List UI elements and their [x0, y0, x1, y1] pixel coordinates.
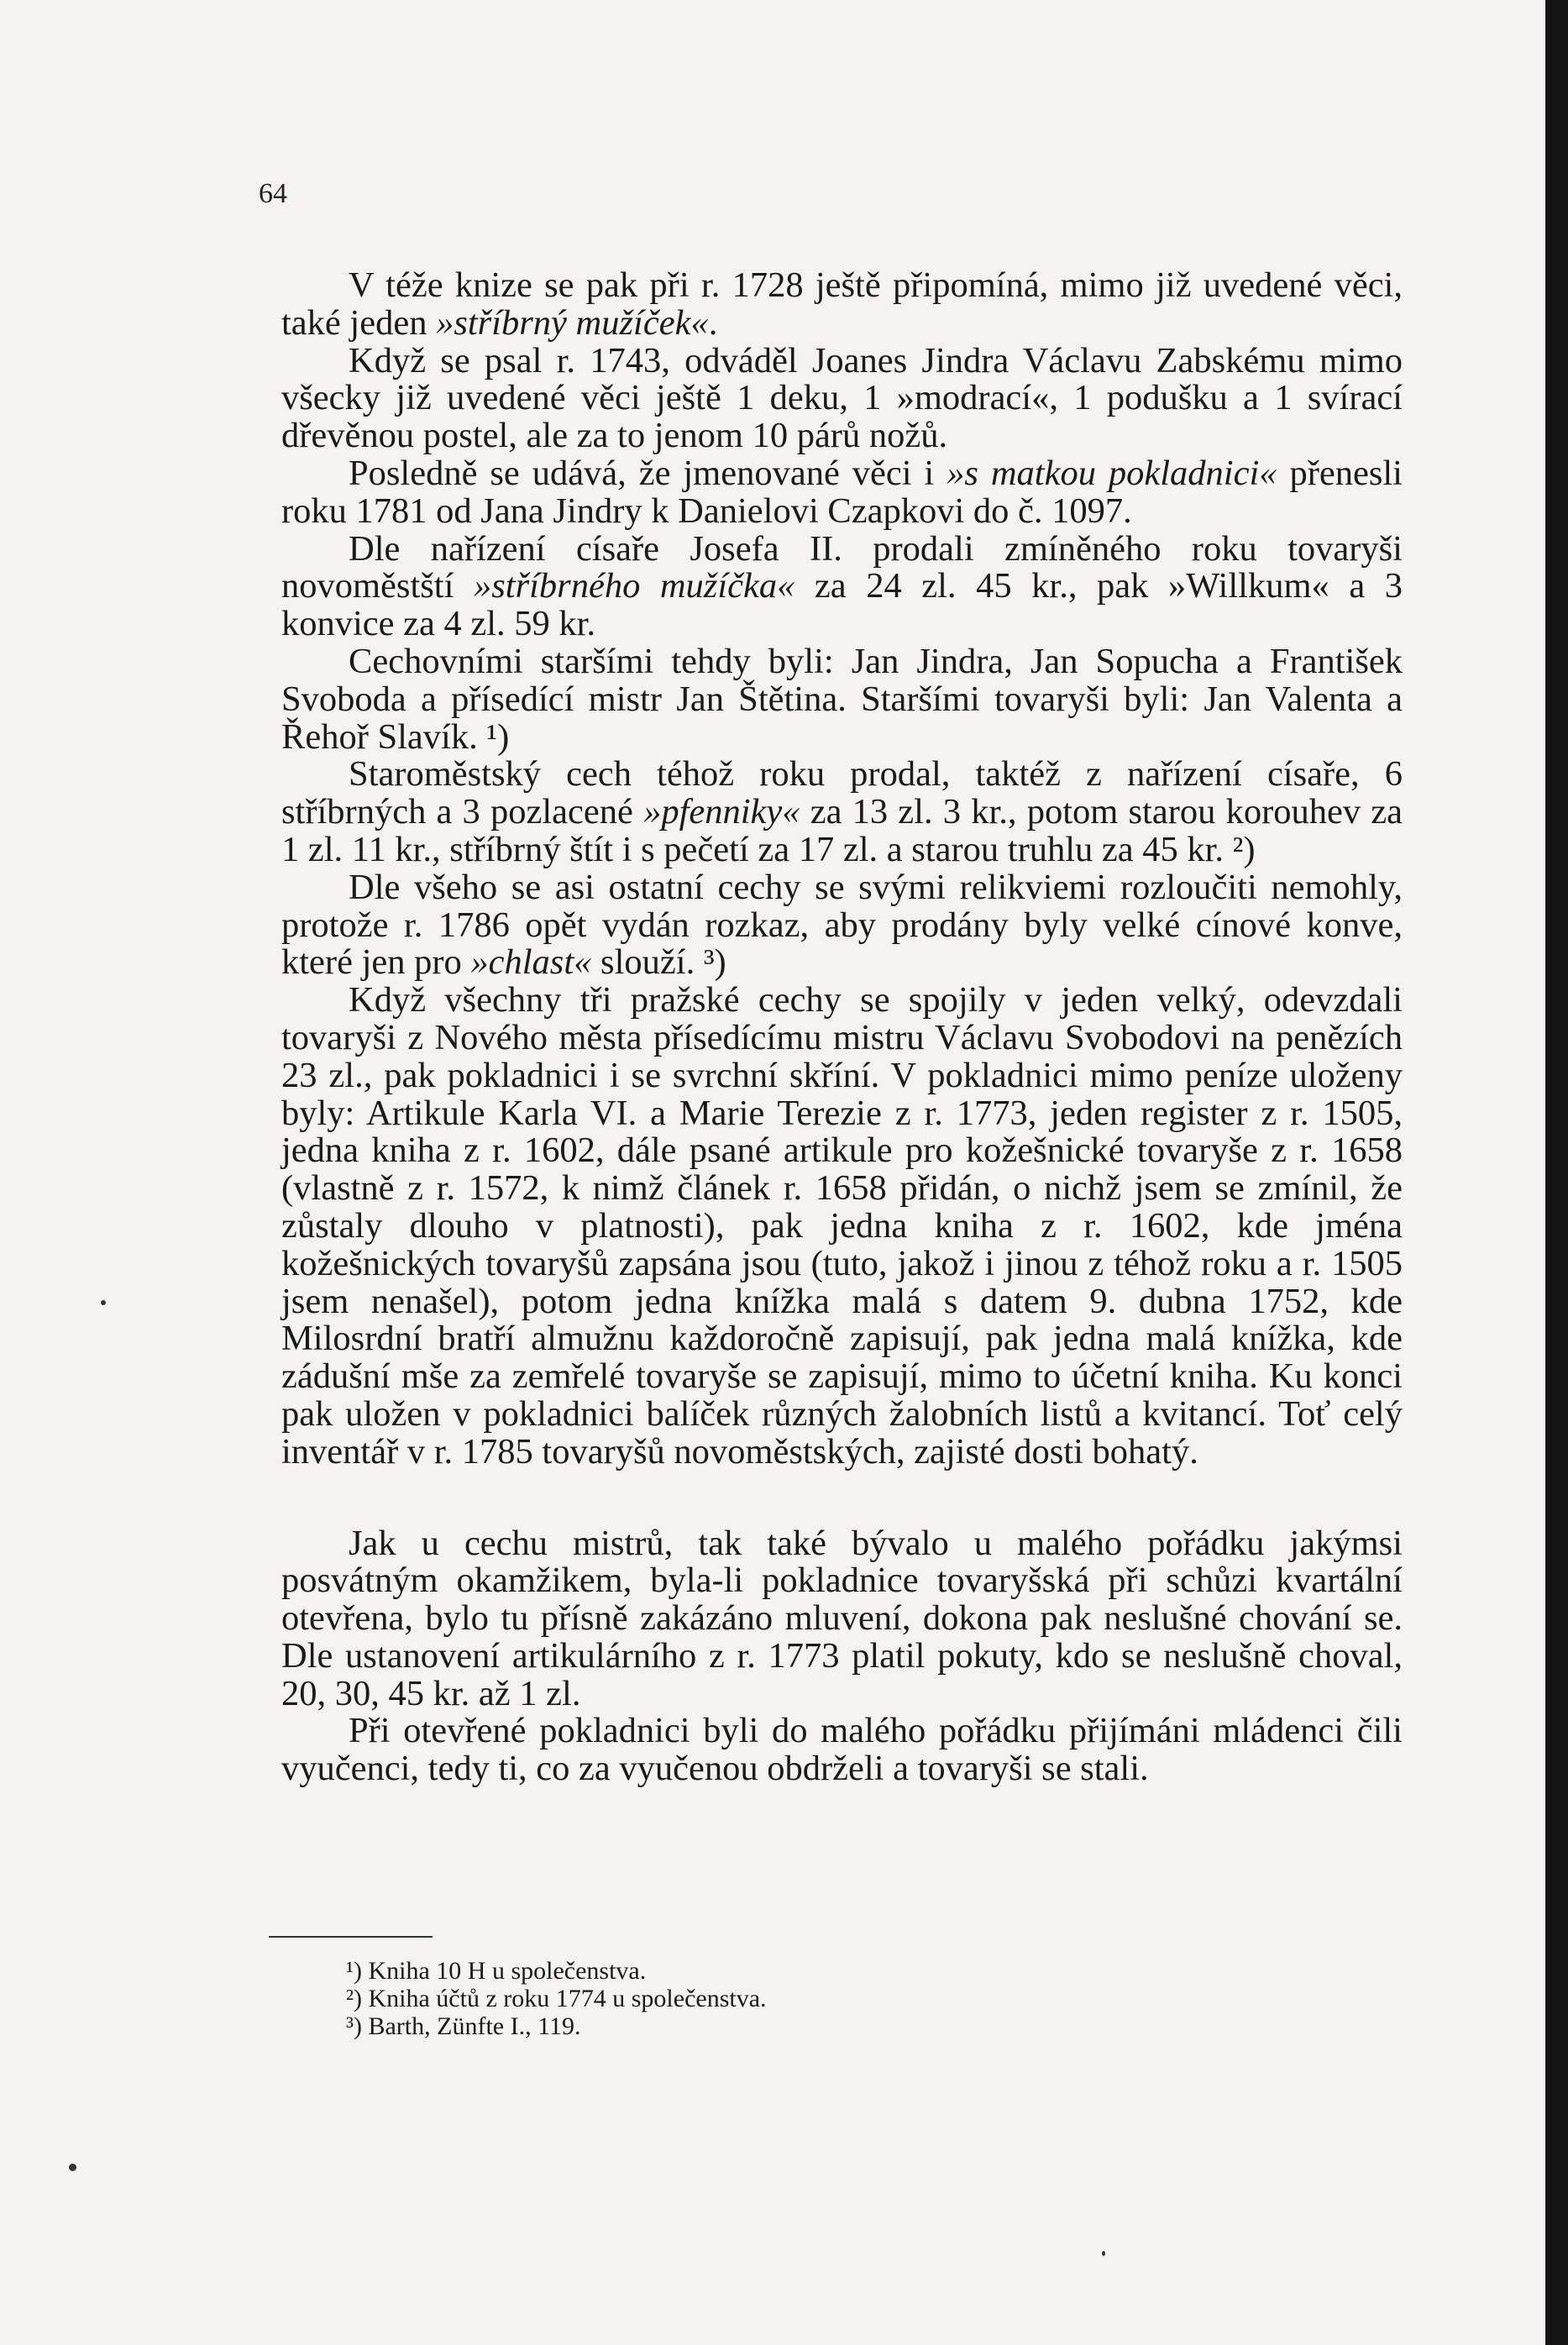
page-number: 64 [259, 178, 287, 209]
footnote-divider [269, 1936, 433, 1938]
scan-edge [1545, 0, 1568, 2345]
scan-speck [1102, 2251, 1105, 2256]
text-run: Jak u cechu mistrů, tak také bývalo u malého pořádku jakýmsi posvátným okamžikem, byla-li pokladnice tovaryšská při schůzi kvartální otevřena, bylo tu přísně zakázáno mluvení, dokona pak neslušné chování se. Dle ustanovení artikulárního z r. 1773 platil pokuty, kdo se neslušně choval, 20, 30, 45 kr. až 1 zl. [281, 1523, 1403, 1713]
text-run: Posledně se udává, že jmenované věci i [349, 453, 947, 493]
italic-run: »s matkou pokladnici« [947, 453, 1277, 493]
italic-run: »stříbrný mužíček« [436, 302, 709, 343]
text-run: . [708, 302, 718, 343]
text-run: slouží. ³) [591, 942, 726, 983]
paragraph [281, 267, 1403, 343]
footnote-text: Kniha účtů z roku 1774 u společenstva. [368, 1985, 767, 2012]
text-run: za 13 zl. 3 kr., potom starou korouhev za 1 zl. 11 kr., stříbrný štít i s pečetí za 17 zl. a starou truhlu za 45 kr. ²) [281, 792, 1403, 869]
footnote-mark: ¹) [346, 1957, 362, 1985]
text-run: Dle všeho se asi ostatní cechy se svými relikviemi rozloučiti nemohly, protože r. 1786 opět vydán rozkaz, aby prodány byly velké cínové konve, které jen pro [281, 867, 1403, 983]
text-run: Když všechny tři pražské cechy se spojily v jeden velký, odevzdali tovaryši z Nového města přísedícímu mistru Václavu Svobodovi na penězích 23 zl., pak pokladnici i se svrchní skříní. V pokladnici mimo peníze uloženy byly: Artikule Karla VI. a Marie Terezie z r. 1773, jeden register z r. 1505, jedna kniha z r. 1602, dále psané artikule pro kožešnické tovaryše z r. 1658 (vlastně z r. 1572, k nimž článek r. 1658 přidán, o nichž jsem se zmínil, že zůstaly dlouho v platnosti), pak jedna kniha z r. 1602, kde jména kožešnických tovaryšů zapsána jsou (tuto, jakož i jinou z téhož roku a r. 1505 jsem nenašel), potom jedna knížka malá s datem 9. dubna 1752, kde Milosrdní bratří almužnu každoročně zapisují, pak jedna malá knížka, kde zádušní mše za zemřelé tovaryše se zapisují, mimo to účetní kniha. Ku konci pak uložen v pokladnici balíček různých žalobních listů a kvitancí. Toť celý inventář v r. 1785 tovaryšů novoměstských, zajisté dosti bohatý. [281, 980, 1403, 1472]
footnote-3 [346, 2012, 767, 2040]
footnote-1 [346, 1957, 767, 1985]
footnote-mark: ³) [346, 2012, 362, 2040]
text-run: V téže knize se pak při r. 1728 ještě připomíná, mimo již uvedené věci, také jeden [281, 265, 1403, 343]
text-run: Staroměstský cech téhož roku prodal, taktéž z nařízení císaře, 6 stříbrných a 3 pozlacené [281, 754, 1403, 832]
footnote-2 [346, 1985, 767, 2012]
text-run: Dle nařízení císaře Josefa II. prodali zmíněného roku tovaryši novoměstští [281, 528, 1403, 606]
paragraph [281, 528, 1403, 644]
text-run: Když se psal r. 1743, odváděl Joanes Jindra Václavu Zabskému mimo všecky již uvedené věci ještě 1 deku, 1 »modrací«, 1 podušku a 1 svírací dřevěnou postel, ale za to jenom 10 párů nožů. [281, 340, 1403, 456]
paragraph [281, 1525, 1403, 1713]
paragraph [281, 455, 1403, 531]
footnote-text: Kniha 10 H u společenstva. [368, 1957, 647, 1985]
scan-speck [69, 2164, 76, 2171]
scan-speck [101, 1300, 106, 1305]
paragraph [281, 756, 1403, 868]
body-text [281, 267, 1403, 1788]
text-run: Cechovními staršími tehdy byli: Jan Jindra, Jan Sopucha a František Svoboda a přísedící mistr Jan Štětina. Staršími tovaryši byli: Jan Valenta a Řehoř Slavík. ¹) [281, 641, 1403, 757]
footnote-mark: ²) [346, 1985, 362, 2012]
italic-run: »stříbrného mužíčka« [473, 566, 795, 606]
text-run: za 24 zl. 45 kr., pak »Willkum« a 3 konvice za 4 zl. 59 kr. [281, 566, 1403, 644]
footnotes [346, 1957, 767, 2040]
text-run: přenesli roku 1781 od Jana Jindry k Danielovi Czapkovi do č. 1097. [281, 453, 1403, 531]
paragraph [281, 1713, 1403, 1788]
paragraph [281, 643, 1403, 756]
italic-run: »chlast« [470, 942, 592, 983]
text-run: Při otevřené pokladnici byli do malého pořádku přijímáni mládenci čili vyučenci, tedy ti, co za vyučenou obdrželi a tovaryši se stali. [281, 1711, 1403, 1789]
paragraph [281, 982, 1403, 1471]
footnote-text: Barth, Zünfte I., 119. [368, 2012, 581, 2040]
italic-run: »pfenniky« [643, 792, 800, 832]
paragraph [281, 340, 1403, 456]
paragraph [281, 869, 1403, 982]
